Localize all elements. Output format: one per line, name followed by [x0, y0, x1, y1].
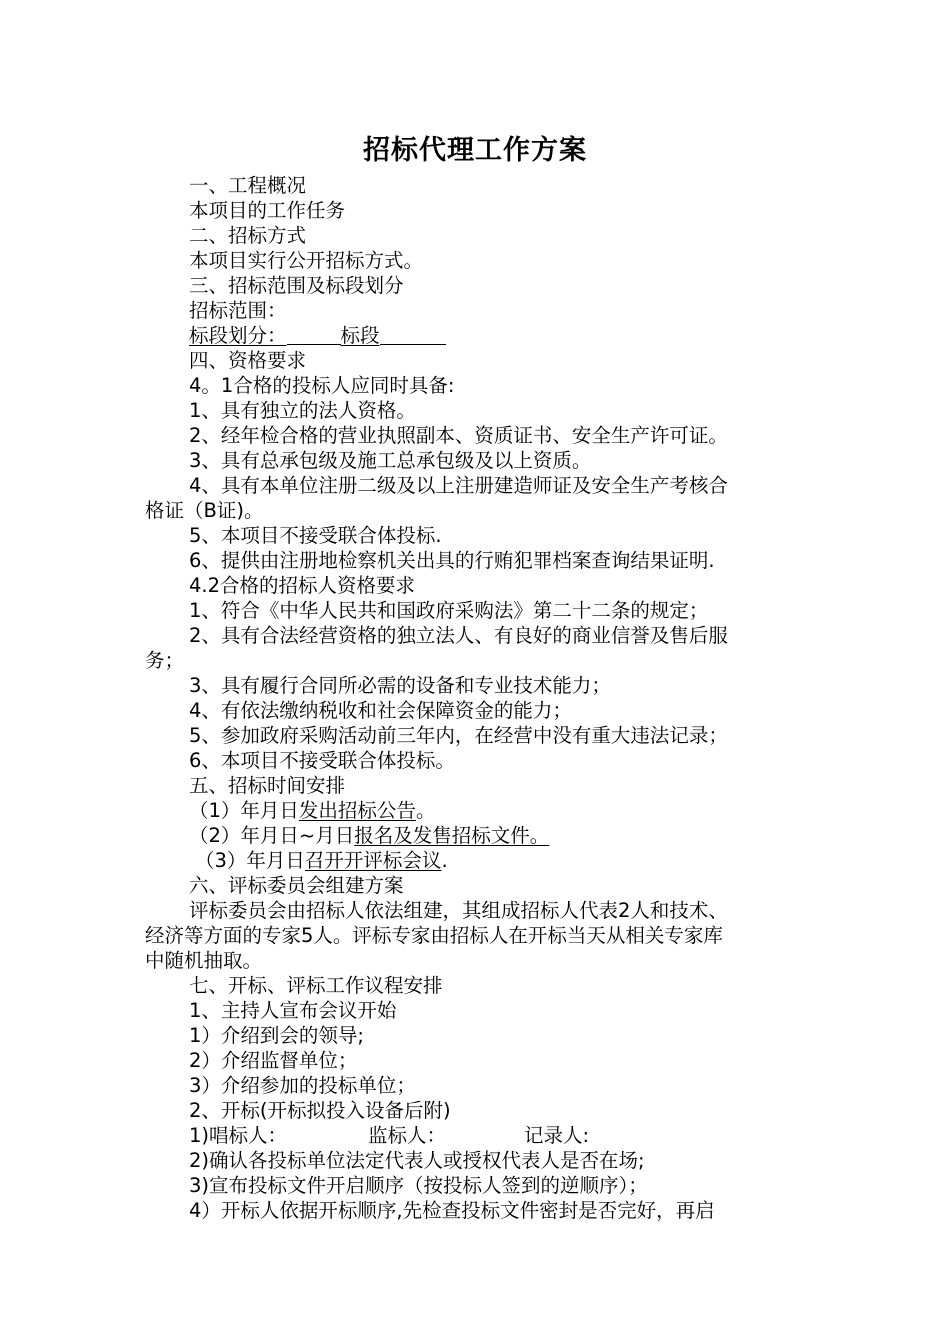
schedule-suffix: .	[441, 849, 448, 872]
role-singer: 1)唱标人：	[189, 1124, 288, 1147]
text-line: 4）开标人依据开标顺序,先检查投标文件密封是否完好，再启	[189, 1199, 715, 1222]
text-line: 4、有依法缴纳税收和社会保障资金的能力；	[189, 699, 572, 722]
text-line: 七、开标、评标工作议程安排	[189, 974, 443, 997]
text-line: 1、具有独立的法人资格。	[189, 399, 416, 422]
schedule-date: （3）年月日	[195, 849, 305, 872]
text-line: 1、主持人宣布会议开始	[189, 999, 397, 1022]
schedule-item	[189, 823, 549, 848]
text-line: 1、符合《中华人民共和国政府采购法》第二十二条的规定；	[189, 599, 709, 622]
text-line: 3、具有总承包级及施工总承包级及以上资质。	[189, 449, 592, 472]
blank-field	[287, 324, 341, 345]
schedule-event: 发出招标公告	[298, 799, 416, 822]
schedule-item	[195, 848, 448, 873]
text-line: 2、开标(开标拟投入设备后附)	[189, 1099, 451, 1122]
text-line: 格证（B证)。	[145, 499, 264, 522]
text-line: 六、评标委员会组建方案	[189, 874, 404, 897]
text-line: 中随机抽取。	[145, 949, 263, 972]
schedule-event: 召开开评标会议	[304, 849, 442, 872]
role-recorder: 记录人:	[524, 1124, 590, 1147]
text-line: 2）介绍监督单位；	[189, 1049, 358, 1072]
text-line: 6、提供由注册地检察机关出具的行贿犯罪档案查询结果证明.	[189, 549, 715, 572]
text-line: 四、资格要求	[189, 349, 307, 372]
section-split-value: 标段	[340, 324, 380, 347]
schedule-suffix: 。	[415, 799, 436, 822]
text-line: 2、具有合法经营资格的独立法人、有良好的商业信誉及售后服	[189, 624, 728, 647]
text-line: 五、招标时间安排	[189, 774, 346, 797]
text-line: 2)确认各投标单位法定代表人或授权代表人是否在场;	[189, 1149, 645, 1172]
text-line: 4、具有本单位注册二级及以上注册建造师证及安全生产考核合	[189, 474, 728, 497]
section-split-line	[189, 323, 446, 348]
text-line: 三、招标范围及标段划分	[189, 274, 404, 297]
text-line: 3、具有履行合同所必需的设备和专业技术能力；	[189, 674, 611, 697]
schedule-date: （1）年月日	[189, 799, 299, 822]
schedule-date: （2）年月日~月日	[189, 824, 355, 847]
blank-field	[380, 324, 446, 345]
role-supervisor: 监标人：	[368, 1124, 447, 1147]
text-line: 4.2合格的招标人资格要求	[189, 574, 416, 597]
text-line: 一、工程概况	[189, 174, 307, 197]
text-line: 本项目的工作任务	[189, 199, 346, 222]
schedule-item	[189, 798, 435, 823]
text-line: 1）介绍到会的领导;	[189, 1024, 364, 1047]
text-line: 招标范围：	[189, 299, 287, 322]
text-line: 5、本项目不接受联合体投标.	[189, 524, 442, 547]
text-line: 2、经年检合格的营业执照副本、资质证书、安全生产许可证。	[189, 424, 728, 447]
text-line: 二、招标方式	[189, 224, 307, 247]
text-line: 6、本项目不接受联合体投标。	[189, 749, 455, 772]
text-line: 4。1合格的投标人应同时具备:	[189, 374, 455, 397]
text-line: 3）介绍参加的投标单位；	[189, 1074, 416, 1097]
section-split-label: 标段划分：	[189, 324, 287, 347]
text-line: 务；	[145, 649, 185, 672]
text-line: 经济等方面的专家5人。评标专家由招标人在开标当天从相关专家库	[145, 924, 723, 947]
document-title: 招标代理工作方案	[363, 135, 587, 166]
text-line: 本项目实行公开招标方式。	[189, 249, 424, 272]
schedule-event: 报名及发售招标文件。	[354, 824, 550, 847]
text-line: 评标委员会由招标人依法组建，其组成招标人代表2人和技术、	[189, 899, 728, 922]
text-line: 3)宣布投标文件开启顺序（按投标人签到的逆顺序）；	[189, 1174, 648, 1197]
text-line: 5、参加政府采购活动前三年内，在经营中没有重大违法记录；	[189, 724, 728, 747]
